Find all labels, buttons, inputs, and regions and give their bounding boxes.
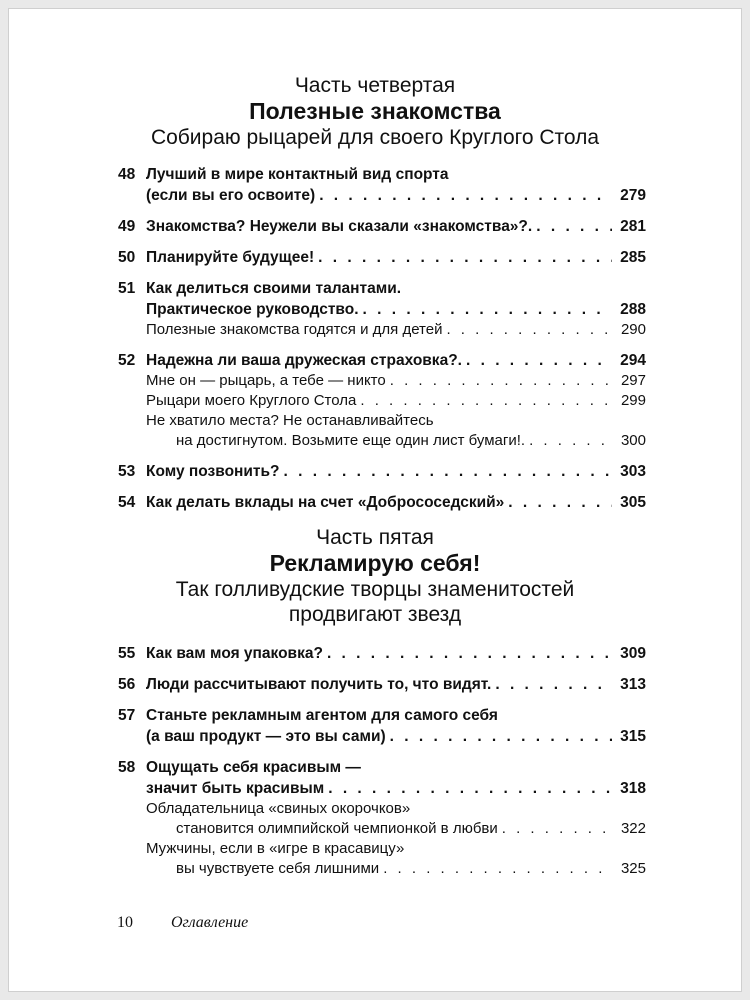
chapter-title: Станьте рекламным агентом для самого себя [146,707,498,724]
toc-entry[interactable] [118,216,646,237]
chapter-number: 50 [118,249,136,266]
chapter-title: Как вам моя упаковка? [146,645,323,662]
chapter-title: (а ваш продукт — это вы сами) [146,728,386,745]
subsection-title: Обладательница «свиных окорочков» [146,800,411,817]
dot-leader [495,674,612,695]
chapter-title: Как делать вклады на счет «Добрососедский» [146,494,505,511]
chapter-number: 57 [118,707,136,724]
toc-entry-line [118,185,646,206]
page-number: 285 [620,249,646,266]
toc-entry[interactable] [118,674,646,695]
toc-entry[interactable] [118,164,646,206]
page-number: 297 [620,372,646,389]
toc-subentry-line [118,371,646,391]
chapter-title: Практическое руководство. [146,301,359,318]
chapter-number: 54 [118,494,136,511]
page-number: 288 [620,301,646,318]
part5-toc [118,643,646,879]
part5-subtitle-line1: Так голливудские творцы знаменитостей [175,578,575,601]
dot-leader [502,819,612,839]
chapter-number: 52 [118,352,136,369]
toc-entry-line [118,726,646,747]
page-number: 303 [620,463,646,480]
chapter-number: 53 [118,463,136,480]
dot-leader [446,320,612,340]
chapter-title: Надежна ли ваша дружеская страховка?. [146,352,462,369]
toc-entry-line [118,778,646,799]
toc-entry[interactable] [118,247,646,268]
toc-subentry-line [118,819,646,839]
page-number: 325 [620,860,646,877]
page-number: 279 [620,187,646,204]
part4-label: Часть четвертая [294,74,456,97]
page-number: 290 [620,321,646,338]
dot-leader [529,431,612,451]
toc-subentry-line [118,859,646,879]
chapter-number: 55 [118,645,136,662]
toc-entry-line [118,299,646,320]
toc-entry[interactable] [118,278,646,340]
chapter-number: 48 [118,166,136,183]
part4-subtitle: Собираю рыцарей для своего Круглого Стола [150,126,600,149]
subsection-title: Мне он — рыцарь, а тебе — никто [146,372,386,389]
toc-entry-line [118,705,646,726]
dot-leader [508,492,612,513]
part5-subtitle-line2: продвигают звезд [288,603,462,626]
page-number: 299 [620,392,646,409]
subsection-title: Полезные знакомства годятся и для детей [146,321,443,338]
chapter-number: 49 [118,218,136,235]
toc-entry[interactable] [118,705,646,747]
dot-leader [363,299,612,320]
part4-title: Полезные знакомства [249,98,501,124]
dot-leader [318,247,612,268]
toc-entry[interactable] [118,461,646,482]
dot-leader [327,643,612,664]
part4-toc [118,164,646,513]
toc-entry-line [118,278,646,299]
page-number: 309 [620,645,646,662]
chapter-title: Как делиться своими талантами. [146,280,402,297]
dot-leader [536,216,612,237]
chapter-title: Ощущать себя красивым — [146,759,361,776]
page-footer [117,914,248,932]
toc-subentry-line [118,839,646,859]
subsection-title: вы чувствуете себя лишними [176,860,380,877]
chapter-title: Лучший в мире контактный вид спорта [146,166,449,183]
toc-entry[interactable] [118,492,646,513]
toc-subentry-line [118,799,646,819]
part5-label: Часть пятая [316,526,434,549]
book-page [8,8,742,992]
chapter-number: 56 [118,676,136,693]
part5-header [9,525,741,627]
toc-entry[interactable] [118,643,646,664]
toc-entry[interactable] [118,350,646,451]
toc-subentry-line [118,431,646,451]
toc-entry-line [118,674,646,695]
chapter-title: Кому позвонить? [146,463,280,480]
dot-leader [383,859,612,879]
dot-leader [360,391,612,411]
toc-entry-line [118,164,646,185]
toc-entry-line [118,643,646,664]
toc-entry[interactable] [118,757,646,879]
subsection-title: Мужчины, если в «игре в красавицу» [146,840,405,857]
page-number: 281 [620,218,646,235]
toc-entry-line [118,492,646,513]
page-number: 300 [620,432,646,449]
chapter-title: Люди рассчитывают получить то, что видят. [146,676,492,693]
dot-leader [466,350,612,371]
toc-entry-line [118,757,646,778]
dot-leader [390,371,612,391]
part4-header [9,73,741,150]
chapter-title: (если вы его освоите) [146,187,316,204]
page-number: 294 [620,352,646,369]
footer-title: Оглавление [171,914,249,931]
chapter-number: 58 [118,759,136,776]
subsection-title: на достигнутом. Возьмите еще один лист бумаги!. [176,432,526,449]
chapter-number: 51 [118,280,136,297]
page-number: 322 [620,820,646,837]
toc-subentry-line [118,411,646,431]
page-number: 305 [620,494,646,511]
page-number: 315 [620,728,646,745]
dot-leader [319,185,612,206]
chapter-title: Планируйте будущее! [146,249,315,266]
page-number: 313 [620,676,646,693]
toc-entry-line [118,247,646,268]
toc-entry-line [118,461,646,482]
toc-subentry-line [118,391,646,411]
chapter-title: значит быть красивым [146,780,325,797]
subsection-title: Рыцари моего Круглого Стола [146,392,357,409]
footer-page-number: 10 [117,914,133,931]
dot-leader [284,461,612,482]
dot-leader [390,726,612,747]
dot-leader [328,778,612,799]
subsection-title: становится олимпийской чемпионкой в любви [176,820,498,837]
part5-title: Рекламирую себя! [269,550,481,576]
toc-subentry-line [118,320,646,340]
toc-entry-line [118,216,646,237]
page-number: 318 [620,780,646,797]
chapter-title: Знакомства? Неужели вы сказали «знакомства»?. [146,218,533,235]
subsection-title: Не хватило места? Не останавливайтесь [146,412,434,429]
toc-entry-line [118,350,646,371]
